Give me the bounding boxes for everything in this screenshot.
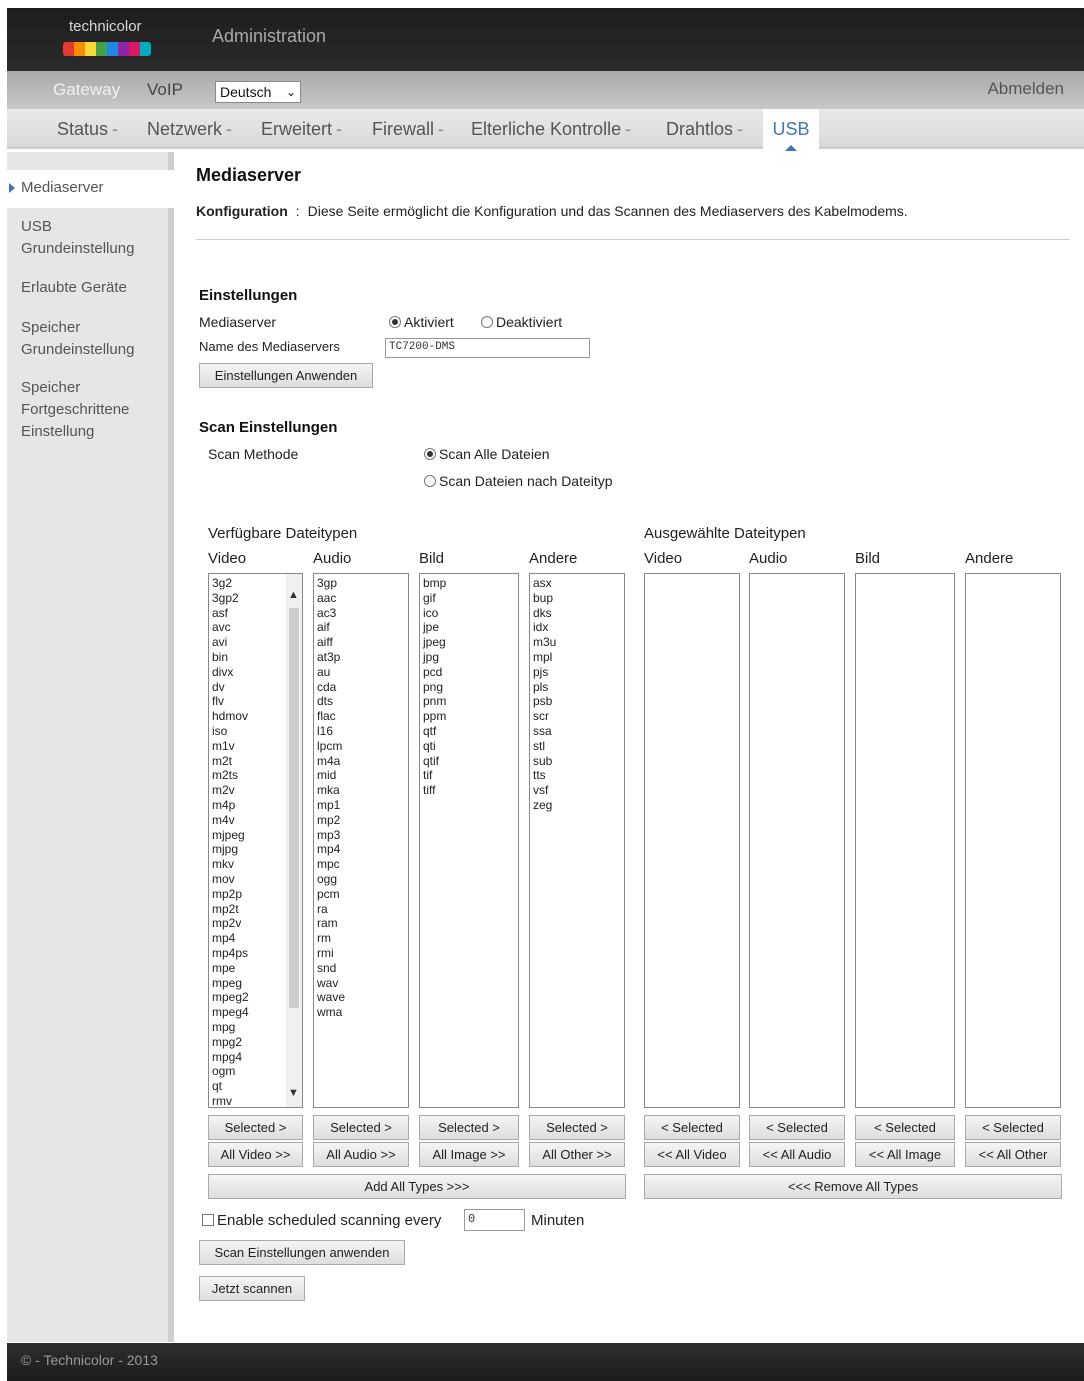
add-all-types-button[interactable]: Add All Types >>> [208, 1174, 626, 1199]
logo-text: technicolor [69, 18, 142, 35]
audio-types-items [317, 576, 405, 1020]
add-all-other-button[interactable]: All Other >> [529, 1142, 625, 1167]
list-item[interactable]: mp2v [212, 916, 242, 931]
list-item[interactable]: idx [533, 620, 549, 635]
col-video-available: Video [208, 550, 247, 567]
list-item[interactable]: l16 [317, 723, 334, 738]
list-item[interactable]: dv [212, 679, 225, 694]
list-item[interactable]: avc [212, 620, 231, 635]
remove-selected-andere-button[interactable]: < Selected [965, 1115, 1061, 1140]
list-item[interactable]: bmp [423, 576, 447, 590]
audio-types-list[interactable] [313, 573, 409, 1108]
list-item[interactable]: jpe [423, 620, 440, 635]
list-item[interactable]: mpeg [212, 975, 243, 990]
list-item[interactable]: dks [533, 605, 552, 620]
radio-on-icon [389, 316, 401, 328]
list-item[interactable]: pcm [317, 886, 340, 901]
page-description: Konfiguration : Diese Seite ermöglicht die Konfiguration und das Scannen des Mediaservers des Kabelmodems. [196, 203, 908, 219]
list-item[interactable]: psb [533, 694, 553, 709]
sidebar-item-label: Mediaserver [21, 179, 104, 196]
logo-color-segment [129, 42, 140, 56]
sidebar-item-mediaserver[interactable] [7, 170, 174, 208]
list-item[interactable]: mp3 [317, 827, 341, 842]
list-item[interactable]: stl [533, 738, 545, 753]
logo-color-segment [107, 42, 118, 56]
col-bild-selected: Bild [855, 550, 881, 567]
list-item[interactable]: aiff [317, 635, 333, 650]
selected-video-list[interactable] [644, 573, 740, 1108]
sidebar-item-usb-grundeinstellung[interactable]: USB Grundeinstellung [21, 218, 135, 257]
list-item[interactable]: 3gp2 [212, 590, 239, 605]
list-item[interactable]: mpg4 [212, 1049, 243, 1064]
schedule-checkbox[interactable] [202, 1214, 214, 1226]
language-value: Deutsch [220, 84, 272, 100]
list-item[interactable]: dts [317, 694, 334, 709]
list-item[interactable]: 3gp [317, 576, 338, 590]
list-item[interactable]: wma [317, 1005, 343, 1020]
list-item[interactable]: mid [317, 768, 337, 783]
list-item[interactable]: mp4 [317, 842, 341, 857]
list-item[interactable]: mpeg2 [212, 990, 249, 1005]
list-item[interactable]: cda [317, 679, 337, 694]
logout-link[interactable]: Abmelden [987, 79, 1064, 98]
list-item[interactable]: mpg2 [212, 1034, 243, 1049]
radio-aktiviert[interactable]: Aktiviert [389, 314, 454, 330]
top-header [7, 8, 1084, 71]
remove-all-image-button[interactable]: << All Image [855, 1142, 955, 1167]
add-all-image-button[interactable]: All Image >> [419, 1142, 519, 1167]
list-item[interactable]: mka [317, 783, 340, 798]
divider [196, 239, 1070, 240]
list-item[interactable]: ogm [212, 1064, 236, 1079]
radio-on-icon [424, 448, 436, 460]
selected-bild-list[interactable] [855, 573, 955, 1108]
list-item[interactable]: jpeg [423, 635, 446, 650]
nav-gateway[interactable]: Gateway [53, 80, 121, 99]
nav-voip[interactable]: VoIP [147, 80, 183, 99]
col-andere-available: Andere [529, 550, 578, 567]
list-item[interactable]: ogg [317, 871, 338, 886]
list-item[interactable]: ico [423, 605, 439, 620]
list-item[interactable]: au [317, 664, 331, 679]
list-item[interactable]: m2t [212, 753, 233, 768]
tab-firewall[interactable]: Firewall - [372, 119, 445, 139]
radio-scan-by-type[interactable]: Scan Dateien nach Dateityp [424, 473, 613, 489]
list-item[interactable]: sub [533, 753, 553, 768]
list-item[interactable]: qtif [423, 753, 440, 768]
scan-now-button[interactable]: Jetzt scannen [199, 1276, 305, 1301]
list-item[interactable]: tif [423, 768, 433, 783]
chevron-down-icon[interactable]: ▼ [288, 1087, 299, 1100]
settings-heading: Einstellungen [199, 287, 298, 304]
list-item[interactable]: 3g2 [212, 576, 233, 590]
add-selected-audio-button[interactable]: Selected > [313, 1115, 409, 1140]
list-item[interactable]: aac [317, 590, 337, 605]
add-selected-bild-button[interactable]: Selected > [419, 1115, 519, 1140]
list-item[interactable]: mp4ps [212, 945, 249, 960]
scan-settings-heading: Scan Einstellungen [199, 419, 338, 436]
language-select[interactable] [215, 81, 301, 103]
chevron-down-icon: ⌄ [285, 85, 296, 99]
logo-color-segment [140, 42, 151, 56]
list-item[interactable]: m2v [212, 783, 235, 798]
selected-types-label: Ausgewählte Dateitypen [644, 525, 806, 542]
andere-types-items [533, 576, 621, 813]
list-item[interactable]: m4p [212, 797, 236, 812]
list-item[interactable]: asf [212, 605, 229, 620]
bild-types-items [423, 576, 515, 798]
radio-off-icon [424, 475, 436, 487]
logo-color-bar [63, 42, 151, 56]
page-title: Mediaserver [196, 165, 302, 185]
server-name-label: Name des Mediaservers [199, 339, 340, 354]
col-audio-available: Audio [313, 550, 352, 567]
caret-right-icon [9, 183, 15, 193]
sidebar-item-speicher-fortgeschrittene[interactable]: Speicher Fortgeschrittene Einstellung [21, 379, 130, 440]
remove-all-audio-button[interactable]: << All Audio [749, 1142, 845, 1167]
list-item[interactable]: qtf [423, 723, 437, 738]
list-item[interactable]: mpeg4 [212, 1005, 249, 1020]
add-selected-video-button[interactable]: Selected > [208, 1115, 303, 1140]
schedule-unit: Minuten [531, 1212, 585, 1229]
col-video-selected: Video [644, 550, 683, 567]
list-item[interactable]: pjs [533, 664, 549, 679]
list-item[interactable]: ra [317, 901, 328, 916]
list-item[interactable]: qt [212, 1079, 223, 1094]
list-item[interactable]: avi [212, 635, 228, 650]
list-item[interactable]: mp2p [212, 886, 243, 901]
sidebar [7, 152, 174, 1342]
sub-nav-tabs [7, 109, 1084, 149]
list-item[interactable]: ac3 [317, 605, 337, 620]
list-item[interactable]: jpg [423, 649, 440, 664]
list-item[interactable]: mkv [212, 857, 234, 872]
list-item[interactable]: aif [317, 620, 330, 635]
col-andere-selected: Andere [965, 550, 1014, 567]
list-item[interactable]: tiff [423, 783, 436, 798]
selected-andere-list[interactable] [965, 573, 1061, 1108]
list-item[interactable]: pnm [423, 694, 447, 709]
list-item[interactable]: ram [317, 916, 338, 931]
col-bild-available: Bild [419, 550, 445, 567]
list-item[interactable]: mp2 [317, 812, 341, 827]
technicolor-logo [59, 18, 155, 62]
list-item[interactable]: wav [317, 975, 339, 990]
tab-erweitert[interactable]: Erweitert - [261, 119, 343, 139]
list-item[interactable]: mpe [212, 960, 236, 975]
schedule-label: Enable scheduled scanning every [217, 1212, 442, 1229]
andere-types-list[interactable] [529, 573, 625, 1108]
logo-color-segment [118, 42, 129, 56]
logo-color-segment [96, 42, 107, 56]
server-name-input[interactable]: TC7200-DMS [385, 338, 590, 358]
apply-settings-button[interactable]: Einstellungen Anwenden [199, 363, 373, 388]
logo-color-segment [74, 42, 85, 56]
list-item[interactable]: m2ts [212, 768, 239, 783]
list-item[interactable]: scr [533, 709, 549, 724]
list-item[interactable]: rmv [212, 1093, 232, 1108]
logo-color-segment [85, 42, 96, 56]
list-item[interactable]: flv [212, 694, 224, 709]
main-nav [7, 71, 1084, 109]
list-item[interactable]: mp4 [212, 931, 236, 946]
list-item[interactable]: mp1 [317, 797, 341, 812]
list-item[interactable]: m4a [317, 753, 341, 768]
list-item[interactable]: asx [533, 576, 552, 590]
list-item[interactable]: pcd [423, 664, 443, 679]
list-item[interactable]: iso [212, 723, 228, 738]
list-item[interactable]: bin [212, 649, 229, 664]
available-types-label: Verfügbare Dateitypen [208, 525, 358, 542]
sidebar-item-erlaubte-geraete[interactable]: Erlaubte Geräte [21, 279, 127, 296]
col-audio-selected: Audio [749, 550, 788, 567]
scan-method-label: Scan Methode [208, 446, 299, 462]
radio-deaktiviert[interactable]: Deaktiviert [481, 314, 562, 330]
remove-all-other-button[interactable]: << All Other [965, 1142, 1061, 1167]
list-item[interactable]: mjpg [212, 842, 239, 857]
list-item[interactable]: ssa [533, 723, 552, 738]
radio-scan-all[interactable]: Scan Alle Dateien [424, 446, 550, 462]
list-item[interactable]: rm [317, 931, 331, 946]
list-item[interactable]: zeg [533, 797, 553, 812]
remove-selected-video-button[interactable]: < Selected [644, 1115, 740, 1140]
list-item[interactable]: bup [533, 590, 554, 605]
scroll-thumb[interactable] [289, 608, 299, 1008]
remove-all-types-button[interactable]: <<< Remove All Types [644, 1174, 1062, 1199]
list-item[interactable]: qti [423, 738, 436, 753]
tab-drahtlos[interactable]: Drahtlos - [666, 119, 744, 139]
add-all-video-button[interactable]: All Video >> [208, 1142, 303, 1167]
bild-types-list[interactable] [419, 573, 519, 1108]
radio-off-icon [481, 316, 493, 328]
sidebar-item-speicher-grundeinstellung[interactable]: Speicher Grundeinstellung [21, 319, 135, 358]
list-item[interactable]: mpg [212, 1019, 236, 1034]
list-item[interactable]: png [423, 679, 444, 694]
list-item[interactable]: gif [423, 590, 436, 605]
copyright: © - Technicolor - 2013 [21, 1352, 158, 1368]
remove-selected-audio-button[interactable]: < Selected [749, 1115, 845, 1140]
list-item[interactable]: rmi [317, 945, 334, 960]
list-item[interactable]: m4v [212, 812, 235, 827]
logo-color-segment [63, 42, 74, 56]
list-item[interactable]: wave [317, 990, 346, 1005]
selected-audio-list[interactable] [749, 573, 845, 1108]
scrollbar[interactable] [286, 574, 302, 1107]
mediaserver-label: Mediaserver [199, 314, 277, 330]
list-item[interactable]: pls [533, 679, 549, 694]
remove-selected-bild-button[interactable]: < Selected [855, 1115, 955, 1140]
list-item[interactable]: lpcm [317, 738, 343, 753]
list-item[interactable]: mjpeg [212, 827, 245, 842]
tab-elterliche-kontrolle[interactable]: Elterliche Kontrolle - [471, 119, 632, 139]
active-tab-pointer [785, 145, 797, 151]
schedule-minutes-input[interactable]: 0 [464, 1209, 525, 1231]
chevron-up-icon[interactable]: ▲ [288, 589, 299, 601]
add-all-audio-button[interactable]: All Audio >> [313, 1142, 409, 1167]
list-item[interactable]: ppm [423, 709, 447, 724]
list-item[interactable]: snd [317, 960, 337, 975]
video-types-list[interactable] [208, 573, 303, 1108]
tab-usb[interactable]: USB [763, 109, 819, 149]
list-item[interactable]: mpl [533, 649, 553, 664]
list-item[interactable]: hdmov [212, 709, 249, 724]
admin-title: Administration [212, 26, 327, 46]
remove-all-video-button[interactable]: << All Video [644, 1142, 740, 1167]
list-item[interactable]: mp2t [212, 901, 239, 916]
list-item[interactable]: at3p [317, 649, 341, 664]
list-item[interactable]: flac [317, 709, 336, 724]
tab-netzwerk[interactable]: Netzwerk - [147, 119, 233, 139]
apply-scan-settings-button[interactable]: Scan Einstellungen anwenden [199, 1240, 405, 1265]
list-item[interactable]: mpc [317, 857, 340, 872]
tab-status[interactable]: Status - [57, 119, 119, 139]
schedule-row [202, 1212, 441, 1229]
list-item[interactable]: divx [212, 664, 234, 679]
list-item[interactable]: vsf [533, 783, 549, 798]
list-item[interactable]: mov [212, 871, 235, 886]
footer [7, 1343, 1084, 1381]
list-item[interactable]: tts [533, 768, 546, 783]
add-selected-andere-button[interactable]: Selected > [529, 1115, 625, 1140]
list-item[interactable]: m1v [212, 738, 235, 753]
list-item[interactable]: m3u [533, 635, 557, 650]
